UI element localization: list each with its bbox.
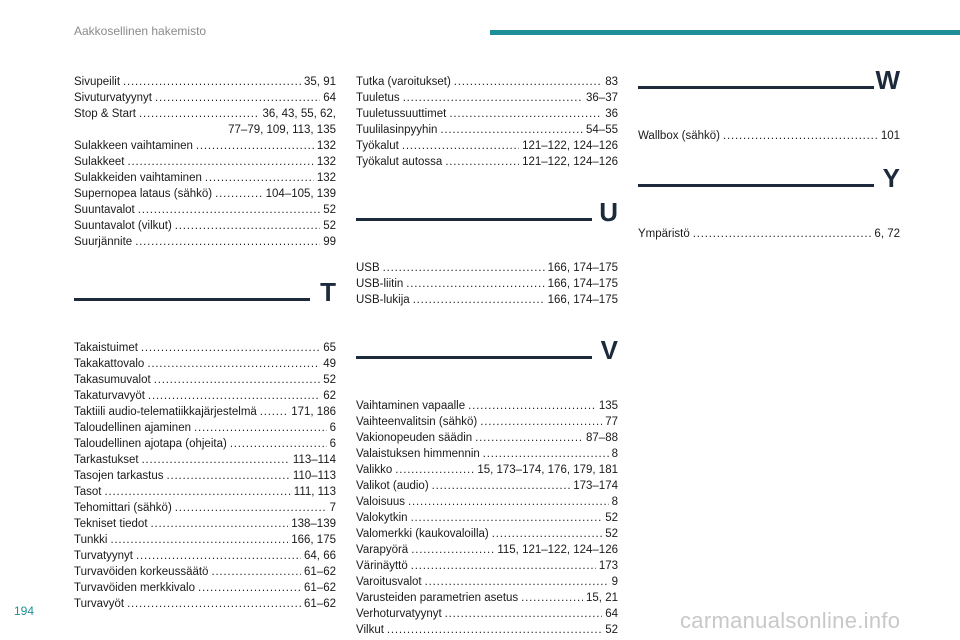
index-entry xyxy=(638,226,900,242)
entry-label: Verhoturvatyynyt xyxy=(356,608,442,620)
entry-pages: 111, 113 xyxy=(293,486,336,498)
entry-label: Tehomittari (sähkö) xyxy=(74,502,172,514)
entry-label: Tunkki xyxy=(74,534,108,546)
dot-leader xyxy=(215,186,263,202)
entry-pages-continuation: 77–79, 109, 113, 135 xyxy=(228,124,336,136)
entry-pages: 166, 174–175 xyxy=(547,278,618,290)
index-entry xyxy=(356,622,618,638)
index-entry xyxy=(356,574,618,590)
entry-pages: 8 xyxy=(611,448,618,460)
entry-pages: 8 xyxy=(611,496,618,508)
index-list-y xyxy=(638,226,900,242)
dot-leader xyxy=(167,468,290,484)
entry-label: Sivuturvatyynyt xyxy=(74,92,152,104)
entry-label: Stop & Start xyxy=(74,108,137,120)
entry-label: Tasot xyxy=(74,486,102,498)
index-list-t-continued xyxy=(356,74,618,170)
dot-leader xyxy=(141,340,320,356)
entry-pages: 173–174 xyxy=(573,480,618,492)
entry-label: Ympäristö xyxy=(638,228,690,240)
entry-label: Valikot (audio) xyxy=(356,480,429,492)
index-entry xyxy=(74,420,336,436)
index-entry xyxy=(74,218,336,234)
index-entry xyxy=(74,516,336,532)
index-list-w xyxy=(638,128,900,144)
entry-label: Tarkastukset xyxy=(74,454,139,466)
index-entry xyxy=(74,564,336,580)
dot-leader xyxy=(155,90,320,106)
entry-pages: 7 xyxy=(329,502,336,514)
index-entry xyxy=(356,430,618,446)
dot-leader xyxy=(432,478,571,494)
entry-pages: 61–62 xyxy=(304,566,336,578)
entry-pages: 15, 21 xyxy=(586,592,618,604)
entry-label: Tuulilasinpyyhin xyxy=(356,124,438,136)
entry-label: USB-liitin xyxy=(356,278,404,290)
index-entry xyxy=(74,388,336,404)
entry-pages: 166, 174–175 xyxy=(547,262,618,274)
entry-pages: 171, 186 xyxy=(291,406,336,418)
entry-label: Värinäyttö xyxy=(356,560,408,572)
entry-pages: 101 xyxy=(880,130,900,142)
index-entry xyxy=(356,606,618,622)
entry-label: Varoitusvalot xyxy=(356,576,422,588)
index-entry xyxy=(74,234,336,250)
dot-leader xyxy=(142,452,290,468)
entry-pages: 61–62 xyxy=(304,582,336,594)
section-letter: T xyxy=(320,277,336,307)
dot-leader xyxy=(723,128,878,144)
page-number: 194 xyxy=(14,604,35,618)
index-entry xyxy=(356,74,618,90)
entry-label: Suuntavalot xyxy=(74,204,135,216)
entry-label: Varapyörä xyxy=(356,544,409,556)
entry-pages: 132 xyxy=(316,172,336,184)
dot-leader xyxy=(387,622,602,638)
dot-leader xyxy=(411,510,603,526)
index-entry xyxy=(356,260,618,276)
entry-pages: 166, 174–175 xyxy=(547,294,618,306)
section-header-y xyxy=(638,163,900,226)
dot-leader xyxy=(454,74,602,90)
index-entry xyxy=(74,484,336,500)
header-accent-bar xyxy=(490,30,960,35)
entry-label: Tutka (varoitukset) xyxy=(356,76,451,88)
index-entry xyxy=(74,596,336,612)
index-entry xyxy=(74,340,336,356)
entry-label: Suuntavalot (vilkut) xyxy=(74,220,172,232)
index-list-s xyxy=(74,74,336,250)
entry-label: Sivupeilit xyxy=(74,76,121,88)
entry-pages: 52 xyxy=(323,220,336,232)
entry-label: Taloudellinen ajaminen xyxy=(74,422,191,434)
index-entry xyxy=(356,446,618,462)
entry-label: Valaistuksen himmennin xyxy=(356,448,480,460)
index-entry xyxy=(74,372,336,388)
entry-pages: 104–105, 139 xyxy=(265,188,336,200)
entry-pages: 83 xyxy=(605,76,618,88)
dot-leader xyxy=(136,548,301,564)
entry-label: Vilkut xyxy=(356,624,384,636)
entry-pages: 52 xyxy=(605,528,618,540)
dot-leader xyxy=(198,580,301,596)
entry-label: Takasumuvalot xyxy=(74,374,151,386)
running-header-title: Aakkosellinen hakemisto xyxy=(74,24,207,38)
dot-leader xyxy=(445,606,603,622)
section-rule xyxy=(356,356,592,359)
entry-label: Vaihtaminen vapaalle xyxy=(356,400,466,412)
entry-label: Takaturvavyöt xyxy=(74,390,145,402)
dot-leader xyxy=(230,436,327,452)
dot-leader xyxy=(483,446,609,462)
index-entry xyxy=(356,510,618,526)
dot-leader xyxy=(406,276,544,292)
dot-leader xyxy=(445,154,519,170)
section-letter: Y xyxy=(882,163,900,193)
index-entry xyxy=(356,462,618,478)
section-letter: U xyxy=(599,197,618,227)
index-entry xyxy=(74,170,336,186)
entry-label: Valomerkki (kaukovaloilla) xyxy=(356,528,489,540)
index-entry xyxy=(356,590,618,606)
index-entry xyxy=(356,558,618,574)
index-entry xyxy=(74,90,336,106)
dot-leader xyxy=(480,414,602,430)
dot-leader xyxy=(135,234,320,250)
index-entry xyxy=(356,542,618,558)
index-entry xyxy=(74,106,336,122)
index-entry xyxy=(74,532,336,548)
entry-pages: 36, 43, 55, 62, xyxy=(262,108,336,120)
dot-leader xyxy=(154,372,320,388)
entry-pages: 132 xyxy=(316,156,336,168)
section-header-w xyxy=(638,65,900,128)
dot-leader xyxy=(402,138,519,154)
dot-leader xyxy=(127,596,301,612)
entry-pages: 52 xyxy=(323,204,336,216)
entry-pages: 64 xyxy=(605,608,618,620)
entry-label: Tuuletussuuttimet xyxy=(356,108,447,120)
entry-pages: 64 xyxy=(323,92,336,104)
index-entry xyxy=(356,106,618,122)
entry-label: Työkalut xyxy=(356,140,399,152)
dot-leader xyxy=(175,500,327,516)
section-rule xyxy=(356,218,592,221)
entry-pages: 65 xyxy=(323,342,336,354)
index-entry xyxy=(356,90,618,106)
index-entry xyxy=(356,292,618,308)
dot-leader xyxy=(395,462,474,478)
index-entry xyxy=(356,478,618,494)
entry-label: Vaihteenvalitsin (sähkö) xyxy=(356,416,478,428)
entry-label: USB-lukija xyxy=(356,294,410,306)
entry-pages: 61–62 xyxy=(304,598,336,610)
entry-pages: 54–55 xyxy=(586,124,618,136)
dot-leader xyxy=(260,404,288,420)
entry-label: Sulakkeen vaihtaminen xyxy=(74,140,193,152)
entry-pages: 138–139 xyxy=(291,518,336,530)
entry-pages: 49 xyxy=(323,358,336,370)
dot-leader xyxy=(413,292,545,308)
entry-pages: 15, 173–174, 176, 179, 181 xyxy=(477,464,618,476)
dot-leader xyxy=(468,398,596,414)
index-entry xyxy=(74,452,336,468)
entry-pages: 9 xyxy=(611,576,618,588)
dot-leader xyxy=(693,226,872,242)
entry-label: Turvavöiden korkeussäätö xyxy=(74,566,209,578)
dot-leader xyxy=(521,590,583,606)
entry-pages: 6 xyxy=(329,438,336,450)
entry-pages: 52 xyxy=(605,624,618,636)
dot-leader xyxy=(196,138,314,154)
section-rule xyxy=(74,298,310,301)
index-entry xyxy=(74,436,336,452)
dot-leader xyxy=(151,516,289,532)
section-header-v xyxy=(356,335,618,398)
dot-leader xyxy=(411,558,596,574)
dot-leader xyxy=(110,532,288,548)
entry-pages: 99 xyxy=(323,236,336,248)
dot-leader xyxy=(123,74,301,90)
entry-pages: 166, 175 xyxy=(291,534,336,546)
entry-label: Takaistuimet xyxy=(74,342,138,354)
index-entry xyxy=(356,276,618,292)
entry-pages: 52 xyxy=(605,512,618,524)
section-header-u xyxy=(356,197,618,260)
dot-leader xyxy=(449,106,602,122)
entry-label: Suurjännite xyxy=(74,236,133,248)
entry-label: Tuuletus xyxy=(356,92,400,104)
entry-label: Taloudellinen ajotapa (ohjeita) xyxy=(74,438,227,450)
index-entry xyxy=(74,202,336,218)
index-entry xyxy=(74,154,336,170)
dot-leader xyxy=(475,430,583,446)
entry-label: Taktiili audio-telematiikkajärjestelmä xyxy=(74,406,257,418)
section-rule xyxy=(638,184,874,187)
entry-label: Vakionopeuden säädin xyxy=(356,432,473,444)
section-letter: W xyxy=(875,65,900,95)
entry-pages: 173 xyxy=(598,560,618,572)
index-entry xyxy=(356,398,618,414)
dot-leader xyxy=(408,494,609,510)
dot-leader xyxy=(403,90,583,106)
entry-pages: 36 xyxy=(605,108,618,120)
entry-pages: 35, 91 xyxy=(304,76,336,88)
dot-leader xyxy=(138,202,320,218)
dot-leader xyxy=(175,218,320,234)
index-entry xyxy=(74,548,336,564)
index-entry xyxy=(74,138,336,154)
entry-label: Työkalut autossa xyxy=(356,156,443,168)
watermark: carmanualsonline.info xyxy=(680,608,901,633)
entry-label: Valokytkin xyxy=(356,512,408,524)
dot-leader xyxy=(128,154,314,170)
dot-leader xyxy=(383,260,545,276)
entry-label: Sulakkeiden vaihtaminen xyxy=(74,172,202,184)
index-column-1 xyxy=(74,74,336,612)
entry-label: Valikko xyxy=(356,464,393,476)
entry-pages: 132 xyxy=(316,140,336,152)
index-entry xyxy=(356,494,618,510)
entry-label: Valoisuus xyxy=(356,496,406,508)
index-column-3 xyxy=(638,65,900,242)
entry-label: Turvavyöt xyxy=(74,598,125,610)
entry-pages: 6 xyxy=(329,422,336,434)
index-list-u xyxy=(356,260,618,308)
entry-pages: 6, 72 xyxy=(874,228,900,240)
section-header-t xyxy=(74,277,336,340)
entry-label: Tasojen tarkastus xyxy=(74,470,164,482)
entry-pages: 64, 66 xyxy=(304,550,336,562)
dot-leader xyxy=(492,526,602,542)
entry-label: Varusteiden parametrien asetus xyxy=(356,592,519,604)
index-entry xyxy=(74,404,336,420)
entry-pages: 121–122, 124–126 xyxy=(522,156,618,168)
dot-leader xyxy=(105,484,291,500)
entry-label: Supernopea lataus (sähkö) xyxy=(74,188,213,200)
index-entry xyxy=(74,500,336,516)
index-entry xyxy=(74,74,336,90)
index-entry xyxy=(74,186,336,202)
index-entry xyxy=(74,580,336,596)
entry-label: Wallbox (sähkö) xyxy=(638,130,721,142)
entry-label: Takakattovalo xyxy=(74,358,145,370)
dot-leader xyxy=(440,122,583,138)
index-entry xyxy=(74,356,336,372)
entry-pages: 36–37 xyxy=(586,92,618,104)
entry-pages: 115, 121–122, 124–126 xyxy=(497,544,618,556)
entry-pages: 121–122, 124–126 xyxy=(522,140,618,152)
dot-leader xyxy=(147,356,320,372)
dot-leader xyxy=(205,170,314,186)
index-column-2 xyxy=(356,74,618,638)
entry-label: Turvavöiden merkkivalo xyxy=(74,582,196,594)
entry-pages: 87–88 xyxy=(586,432,618,444)
dot-leader xyxy=(139,106,259,122)
entry-pages: 110–113 xyxy=(292,470,336,482)
entry-label: Sulakkeet xyxy=(74,156,125,168)
entry-pages: 62 xyxy=(323,390,336,402)
index-entry xyxy=(74,468,336,484)
index-entry xyxy=(356,122,618,138)
index-list-v xyxy=(356,398,618,638)
entry-label: USB xyxy=(356,262,380,274)
entry-label: Turvatyynyt xyxy=(74,550,134,562)
index-entry xyxy=(356,414,618,430)
index-entry xyxy=(638,128,900,144)
dot-leader xyxy=(425,574,609,590)
section-rule xyxy=(638,86,874,89)
entry-pages: 77 xyxy=(605,416,618,428)
entry-pages: 113–114 xyxy=(292,454,336,466)
dot-leader xyxy=(148,388,320,404)
dot-leader xyxy=(194,420,327,436)
index-list-t xyxy=(74,340,336,612)
index-entry xyxy=(356,138,618,154)
dot-leader xyxy=(411,542,494,558)
section-letter: V xyxy=(600,335,618,365)
entry-pages: 52 xyxy=(323,374,336,386)
index-entry xyxy=(356,526,618,542)
entry-label: Tekniset tiedot xyxy=(74,518,148,530)
dot-leader xyxy=(211,564,301,580)
entry-pages: 135 xyxy=(598,400,618,412)
index-entry xyxy=(356,154,618,170)
